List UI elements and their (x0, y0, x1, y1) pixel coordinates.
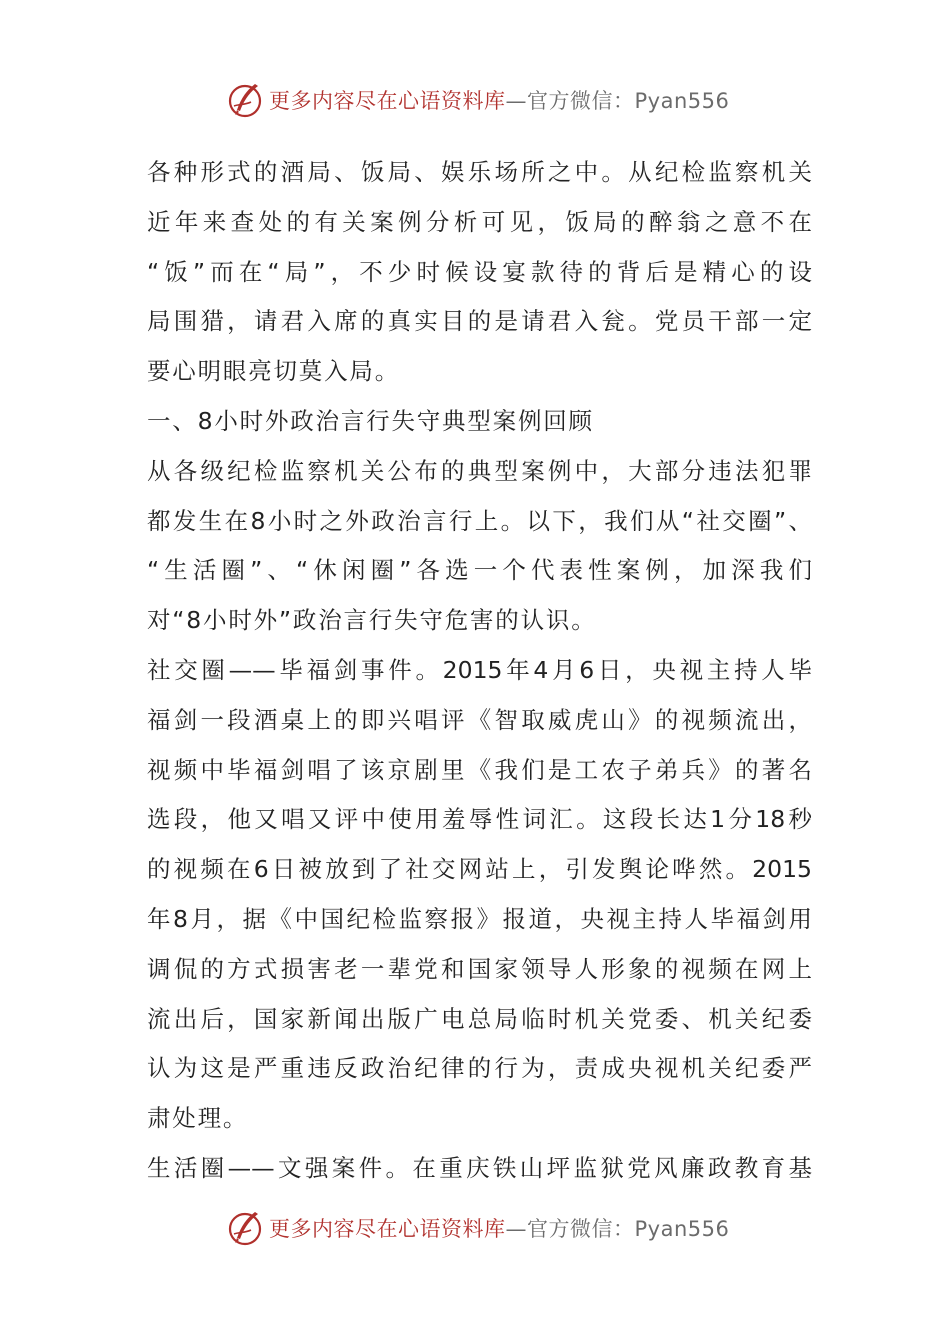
body-line: 要心明眼亮切莫入局。 (147, 357, 400, 386)
body-line: 肃处理。 (147, 1104, 249, 1133)
footer-brand-text: 更多内容尽在心语资料库 (269, 1217, 506, 1241)
body-line: 流出后，国家新闻出版广电总局临时机关党委、机关纪委 (147, 1004, 812, 1033)
footer-watermark-banner (225, 1206, 745, 1250)
footer-dash: — (505, 1217, 527, 1241)
header-wechat-label: 官方微信： (527, 89, 635, 113)
body-line: 调侃的方式损害老一辈党和国家领导人形象的视频在网上 (147, 954, 812, 983)
body-line: “饭”而在“局”，不少时候设宴款待的背后是精心的设 (147, 257, 812, 286)
body-line: 局围猎，请君入席的真实目的是请君入瓮。党员干部一定 (147, 307, 812, 336)
body-line: 社交圈——毕福剑事件。2015年4月6日，央视主持人毕 (147, 655, 812, 684)
body-line: 认为这是严重违反政治纪律的行为，责成央视机关纪委严 (147, 1054, 812, 1083)
section-heading: 一、8小时外政治言行失守典型案例回顾 (147, 406, 594, 435)
quill-pen-circle-icon (225, 1208, 265, 1248)
document-body (147, 148, 812, 1194)
body-line: 福剑一段酒桌上的即兴唱评《智取威虎山》的视频流出， (147, 705, 812, 734)
footer-wechat-id: Pyan556 (634, 1217, 730, 1241)
header-dash: — (505, 89, 527, 113)
header-banner-text (269, 85, 729, 115)
body-line: 年8月，据《中国纪检监察报》报道，央视主持人毕福剑用 (147, 904, 812, 933)
body-line: 都发生在8小时之外政治言行上。以下，我们从“社交圈”、 (147, 506, 812, 535)
header-brand-text: 更多内容尽在心语资料库 (269, 89, 506, 113)
quill-pen-circle-icon (225, 80, 265, 120)
body-line: 近年来查处的有关案例分析可见，饭局的醉翁之意不在 (147, 207, 812, 236)
body-line: 各种形式的酒局、饭局、娱乐场所之中。从纪检监察机关 (147, 158, 812, 186)
footer-wechat-label: 官方微信： (527, 1217, 635, 1241)
body-line: 从各级纪检监察机关公布的典型案例中，大部分违法犯罪 (147, 456, 812, 485)
body-line: 对“8小时外”政治言行失守危害的认识。 (147, 606, 597, 635)
body-line: 视频中毕福剑唱了该京剧里《我们是工农子弟兵》的著名 (147, 755, 812, 784)
body-line: “生活圈”、“休闲圈”各选一个代表性案例，加深我们 (147, 556, 812, 585)
footer-banner-text (269, 1213, 729, 1243)
body-line: 生活圈——文强案件。在重庆铁山坪监狱党风廉政教育基 (147, 1153, 812, 1182)
header-wechat-id: Pyan556 (634, 89, 730, 113)
body-line: 选段，他又唱又评中使用羞辱性词汇。这段长达1分18秒 (147, 805, 812, 834)
header-watermark-banner (225, 78, 745, 122)
body-line: 的视频在6日被放到了社交网站上，引发舆论哗然。2015 (147, 855, 812, 884)
